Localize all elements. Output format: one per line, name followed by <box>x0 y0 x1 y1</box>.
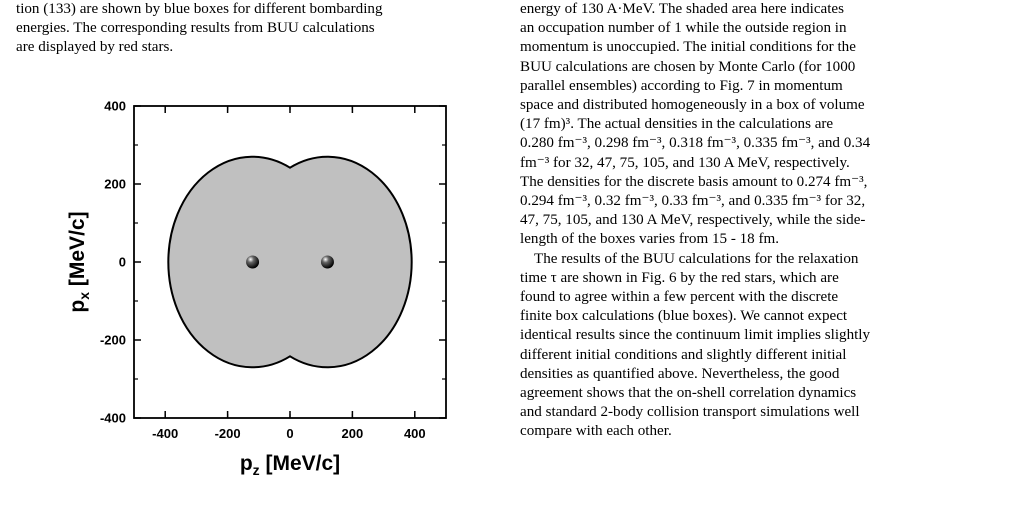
text-line: and standard 2-body collision transport simulations well <box>520 404 860 421</box>
text-line: The densities for the discrete basis amount to 0.274 fm⁻³, <box>520 173 868 190</box>
x-tick-label: 400 <box>403 426 426 441</box>
x-tick-label: 0 <box>286 426 294 441</box>
y-tick-label: -400 <box>99 410 126 426</box>
x-tick-label: -400 <box>152 426 179 441</box>
text-line: parallel ensembles) according to Fig. 7 in momentum <box>520 77 843 94</box>
caption-line: tion (133) are shown by blue boxes for different bombarding <box>16 1 383 17</box>
y-tick-label: 0 <box>118 254 126 270</box>
sphere-union <box>168 157 411 368</box>
text-line: an occupation number of 1 while the outside region in <box>520 20 847 37</box>
body-paragraph-1 <box>520 0 1016 250</box>
text-line: length of the boxes varies from 15 - 18 fm. <box>520 231 780 248</box>
text-line: compare with each other. <box>520 423 672 440</box>
text-line: (17 fm)³. The actual densities in the calculations are <box>520 116 834 133</box>
text-line: densities as quantified above. Nevertheless, the good <box>520 365 840 382</box>
y-tick-label: 400 <box>104 98 126 114</box>
text-line: The results of the BUU calculations for the relaxation <box>534 250 859 267</box>
text-line: agreement shows that the on-shell correlation dynamics <box>520 385 857 402</box>
figure-caption <box>16 0 504 57</box>
x-tick-label: -200 <box>214 426 241 441</box>
text-line: momentum is unoccupied. The initial conditions for the <box>520 39 856 56</box>
text-line: fm⁻³ for 32, 47, 75, 105, and 130 A MeV, respectively. <box>520 154 850 171</box>
body-paragraph-2 <box>520 250 1016 442</box>
text-line: BUU calculations are chosen by Monte Carlo (for 1000 <box>520 58 856 75</box>
y-tick-label: -200 <box>99 332 126 348</box>
text-line: found to agree within a few percent with the discrete <box>520 289 839 306</box>
text-line: space and distributed homogeneously in a box of volume <box>520 97 865 114</box>
nucleus-marker <box>321 256 334 269</box>
x-axis-label: $p_z$ [MeV/c] <box>239 452 341 478</box>
spheres-group <box>168 157 411 368</box>
text-line: 47, 75, 105, and 130 A MeV, respectively, while the side- <box>520 212 866 229</box>
text-line: different initial conditions and slightly different initial <box>520 346 847 363</box>
y-tick-label: 200 <box>104 176 126 192</box>
x-tick-label: 200 <box>341 426 364 441</box>
y-axis-label: $p_x$ [MeV/c] <box>66 211 92 313</box>
caption-line: energies. The corresponding results from BUU calculations <box>16 20 375 36</box>
text-line: finite box calculations (blue boxes). We cannot expect <box>520 308 848 325</box>
left-column <box>16 0 504 57</box>
nucleus-marker <box>246 256 259 269</box>
text-line: time τ are shown in Fig. 6 by the red stars, which are <box>520 269 839 286</box>
text-line: 0.294 fm⁻³, 0.32 fm⁻³, 0.33 fm⁻³, and 0.335 fm⁻³ for 32, <box>520 193 866 210</box>
text-line: identical results since the continuum limit implies slightly <box>520 327 871 344</box>
plot-area <box>134 106 446 418</box>
momentum-distribution-figure <box>40 90 470 510</box>
right-column <box>520 0 1016 442</box>
text-line: energy of 130 A·MeV. The shaded area here indicates <box>520 1 844 17</box>
caption-line: are displayed by red stars. <box>16 39 174 55</box>
text-line: 0.280 fm⁻³, 0.298 fm⁻³, 0.318 fm⁻³, 0.335 fm⁻³, and 0.34 <box>520 135 871 152</box>
